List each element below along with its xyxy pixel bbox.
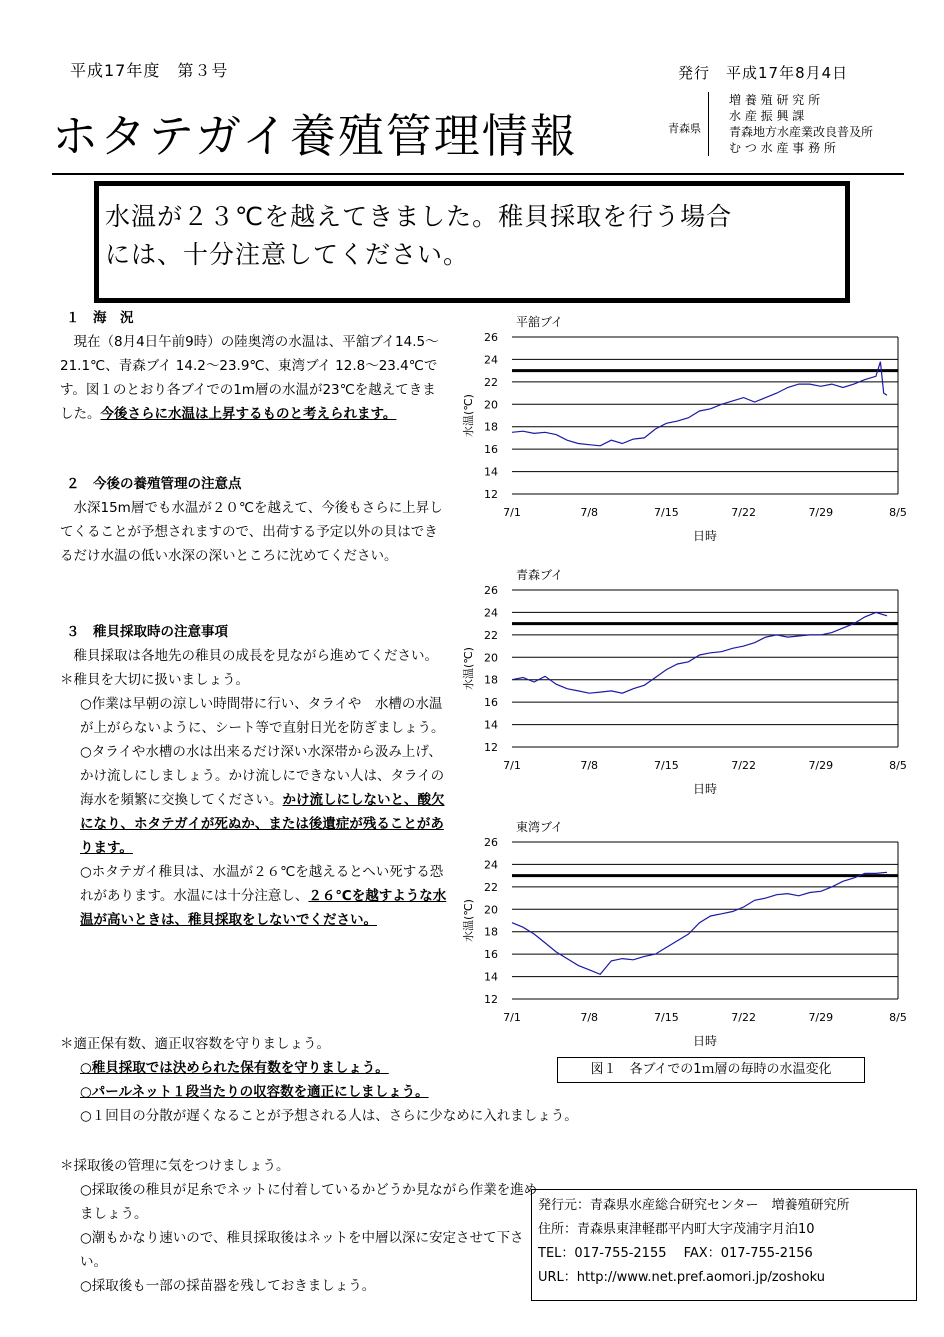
org-item: 増 養 殖 研 究 所: [729, 93, 821, 107]
y-tick-label: 20: [484, 398, 498, 412]
chart-svg: [460, 563, 930, 803]
publisher-info: [531, 1189, 917, 1301]
alert-line: には、十分注意してください。: [105, 240, 470, 269]
y-axis-label: 水温(℃): [462, 647, 475, 690]
alert-line: 水温が２３℃を越えてきました。稚貝採取を行う場合: [105, 202, 733, 231]
list-item: ○採取後も一部の採苗器を残しておきましょう。: [80, 1278, 376, 1294]
y-tick-label: 16: [484, 443, 498, 457]
y-tick-label: 12: [484, 488, 498, 501]
org-item: 青森地方水産業改良普及所: [729, 125, 874, 139]
chart-hiradate-buoy: [460, 310, 930, 550]
section-text: 稚貝採取は各地先の稚貝の成長を見ながら進めてください。: [60, 648, 438, 664]
list-item: ○１回目の分散が遅くなることが予想される人は、さらに少なめに入れましょう。: [80, 1108, 578, 1124]
list-item: ○潮もかなり速いので、稚貝採取後はネットを中層以深に安定させて下さい。: [80, 1230, 524, 1270]
x-tick-label: 7/1: [503, 1011, 521, 1024]
publishing-organizations: [708, 92, 873, 156]
x-tick-label: 7/22: [731, 506, 756, 519]
chart-title: 平舘ブイ: [516, 315, 563, 329]
y-tick-label: 26: [484, 836, 498, 849]
sea-conditions-emphasis: 今後さらに水温は上昇するものと考えられます。: [100, 406, 397, 422]
y-tick-label: 14: [484, 465, 498, 479]
x-axis-label: 日時: [692, 782, 718, 796]
chart-svg: [460, 310, 930, 550]
x-axis-label: 日時: [692, 529, 718, 543]
section-text: 水深15m層でも水温が２０℃を越えて、今後もさらに上昇してくることが予想されますので、出荷する予定以外の貝はできるだけ水温の低い水深の深いところに沈めてください。: [60, 500, 443, 564]
x-tick-label: 7/15: [654, 506, 679, 519]
y-tick-label: 12: [484, 741, 498, 754]
y-tick-label: 12: [484, 993, 498, 1006]
x-tick-label: 7/29: [808, 506, 834, 519]
list-item-emphasis: ○稚貝採取では決められた保有数を守りましょう。: [80, 1060, 389, 1076]
prefecture-label: 青森県: [668, 122, 701, 135]
list-item-emphasis: ○パールネット１段当たりの収容数を適正にしましょう。: [80, 1084, 429, 1100]
x-tick-label: 7/29: [808, 759, 834, 772]
publisher-name: 発行元：青森県水産総合研究センター 増養殖研究所: [538, 1198, 850, 1213]
page-title: ホタテガイ養殖管理情報: [52, 109, 578, 163]
x-tick-label: 7/8: [580, 506, 599, 519]
sea-conditions-text: 現在（8月4日午前9時）の陸奥湾の水温は、平舘ブイ14.5～21.1℃、青森ブイ 14.2～23.9℃、東湾ブイ 12.8～23.4℃です。図１のとおり各ブイでの1m層の水温が23℃を越えてきました。: [60, 334, 439, 422]
chart-svg: [460, 815, 930, 1055]
y-tick-label: 26: [484, 331, 498, 344]
header-rule: [52, 173, 904, 175]
y-tick-label: 26: [484, 584, 498, 597]
y-tick-label: 16: [484, 696, 498, 710]
section-text: [60, 330, 444, 426]
x-tick-label: 7/1: [503, 759, 521, 772]
y-tick-label: 14: [484, 718, 498, 732]
x-tick-label: 7/15: [654, 759, 679, 772]
list-item-text: ○ホタテガイ稚貝は、水温が２６℃を越えるとへい死する恐れがあります。水温には十分注意し、: [80, 864, 444, 904]
list-item: [60, 1080, 640, 1104]
y-tick-label: 22: [484, 628, 498, 642]
org-item: む つ 水 産 事 務 所: [729, 141, 836, 155]
list-item-text: ○タライや水槽の水は出来るだけ深い水深帯から汲み上げ、かけ流しにしましょう。かけ流しにできない人は、タライの海水を頻繁に交換してください。: [80, 744, 445, 808]
y-tick-label: 20: [484, 651, 498, 665]
point-heading: ＊適正保有数、適正収容数を守りましょう。: [60, 1036, 330, 1052]
series-line: [512, 362, 887, 446]
list-item: [60, 740, 452, 860]
section-heading: １ 海 況: [66, 310, 134, 326]
x-tick-label: 7/22: [731, 759, 756, 772]
org-item: 水 産 振 興 課: [729, 109, 805, 123]
y-tick-label: 14: [484, 970, 498, 984]
x-tick-label: 8/5: [889, 759, 907, 772]
section-spat-collection: [60, 620, 452, 932]
x-tick-label: 7/1: [503, 506, 521, 519]
publisher-url[interactable]: URL：http://www.net.pref.aomori.jp/zoshoku: [538, 1270, 825, 1285]
publish-date: 発行 平成17年8月4日: [678, 64, 849, 82]
section-heading: ３ 稚貝採取時の注意事項: [66, 624, 228, 640]
x-tick-label: 7/8: [580, 1011, 599, 1024]
x-tick-label: 7/29: [808, 1011, 834, 1024]
section-heading: ２ 今後の養殖管理の注意点: [66, 476, 242, 492]
y-tick-label: 18: [484, 673, 498, 687]
series-line: [512, 872, 887, 974]
chart-title: 青森ブイ: [516, 568, 563, 582]
x-tick-label: 8/5: [889, 1011, 907, 1024]
y-tick-label: 18: [484, 420, 498, 434]
y-tick-label: 24: [484, 606, 498, 620]
publisher-phone-fax: TEL：017-755-2155 FAX：017-755-2156: [538, 1246, 813, 1261]
x-tick-label: 7/15: [654, 1011, 679, 1024]
list-item: [60, 1056, 640, 1080]
list-item: [60, 860, 452, 932]
figure-caption: 図１ 各ブイでの1ｍ層の毎時の水温変化: [557, 1057, 865, 1083]
section-post-collection: [60, 1154, 540, 1298]
x-axis-label: 日時: [692, 1034, 718, 1048]
y-tick-label: 18: [484, 925, 498, 939]
chart-aomori-buoy: [460, 563, 930, 803]
list-item-emphasis: ２６℃を越すような水温が高いときは、稚貝採取をしないでください。: [80, 888, 447, 928]
y-tick-label: 24: [484, 353, 498, 367]
y-tick-label: 24: [484, 858, 498, 872]
section-sea-conditions: [60, 306, 444, 426]
chart-higashiwan-buoy: [460, 815, 930, 1055]
x-tick-label: 8/5: [889, 506, 907, 519]
x-tick-label: 7/22: [731, 1011, 756, 1024]
y-tick-label: 22: [484, 880, 498, 894]
list-item: ○作業は早朝の涼しい時間帯に行い、タライや 水槽の水温が上がらないように、シート等で直射日光を防ぎましょう。: [80, 696, 445, 736]
list-item-emphasis: かけ流しにしないと、酸欠になり、ホタテガイが死ぬか、または後遺症が残ることがあります。: [80, 792, 445, 856]
point-heading: ＊採取後の管理に気をつけましょう。: [60, 1158, 290, 1174]
point-heading: ＊稚貝を大切に扱いましょう。: [60, 672, 249, 688]
y-axis-label: 水温(℃): [462, 899, 475, 942]
publisher-address: 住所：青森県東津軽郡平内町大字茂浦字月泊10: [538, 1222, 815, 1237]
x-tick-label: 7/8: [580, 759, 599, 772]
section-culture-management: [60, 472, 444, 568]
y-axis-label: 水温(℃): [462, 394, 475, 437]
chart-title: 東湾ブイ: [516, 820, 563, 834]
alert-box: [94, 181, 850, 303]
y-tick-label: 22: [484, 375, 498, 389]
y-tick-label: 16: [484, 948, 498, 962]
y-tick-label: 20: [484, 903, 498, 917]
list-item: ○採取後の稚貝が足糸でネットに付着しているかどうか見ながら作業を進めましょう。: [80, 1182, 538, 1222]
issue-number: 平成17年度 第３号: [70, 61, 229, 80]
